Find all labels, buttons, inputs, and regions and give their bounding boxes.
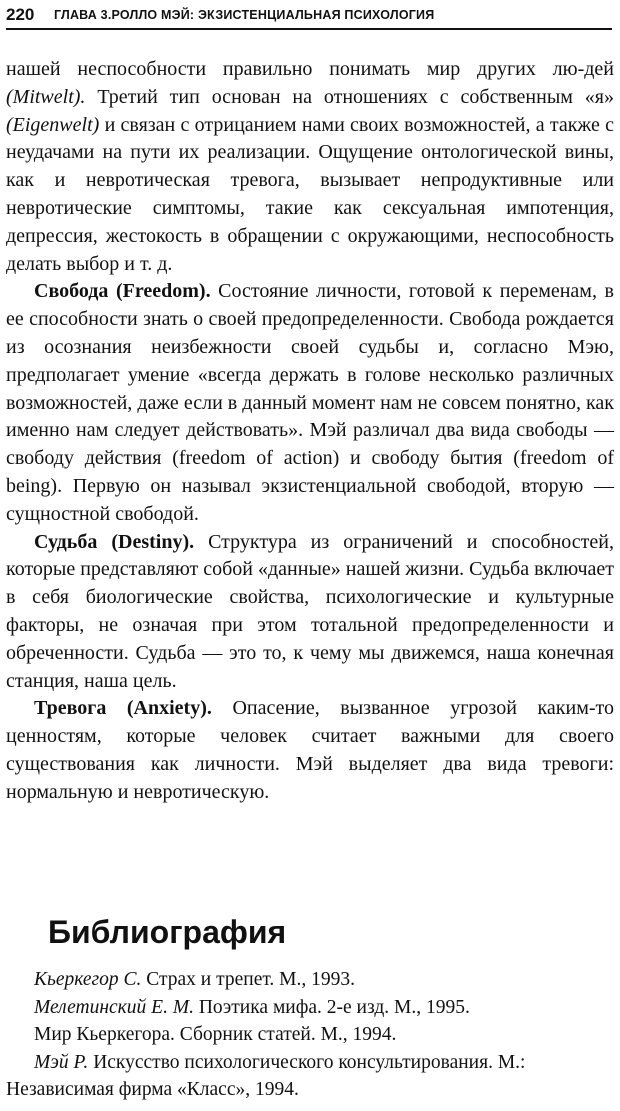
term-destiny: Судьба (Destiny). — [34, 530, 195, 553]
bib-title: Мир Кьеркегора. Сборник статей. М., 1994. — [34, 1024, 397, 1045]
page-number: 220 — [6, 5, 35, 24]
paragraph-anxiety — [6, 695, 614, 806]
text-segment: нашей неспособности правильно понимать мир других лю-дей — [6, 58, 614, 80]
definition-destiny: Структура из ограничений и способностей, которые представляют собой «данные» нашей жизни. Судьба включает в себя биологические свойства, психологические и культурные факторы, не означая при этом тотальной предопределенности и обреченности. Судьба — это то, к чему мы движемся, наша конечная станция, наша цель. — [6, 530, 614, 692]
bib-title: Искусство психологического консультирования. М.: Независимая фирма «Класс», 1994. — [6, 1051, 526, 1100]
text-segment: Третий тип основан на отношениях с собственным «я» — [85, 85, 614, 108]
bib-title: Поэтика мифа. 2-е изд. М., 1995. — [193, 996, 470, 1018]
paragraph-freedom — [6, 278, 614, 528]
bib-title: Страх и трепет. М., 1993. — [141, 969, 356, 990]
definition-anxiety: Опасение, вызванное угрозой каким-то ценностям, которые человек считает важными для своего существования как личности. Мэй выделяет два вида тревоги: нормальную и невротическую. — [6, 697, 614, 803]
bib-author: Мэй Р. — [34, 1051, 89, 1073]
bibliography-heading: Библиография — [48, 914, 287, 950]
paragraph-destiny — [6, 529, 614, 696]
body-text — [6, 56, 614, 807]
bibliography-entry — [6, 1049, 614, 1104]
bibliography-entry — [6, 966, 614, 994]
running-header — [6, 4, 612, 30]
bibliography-entry — [6, 1021, 614, 1049]
running-title: ГЛАВА 3.РОЛЛО МЭЙ: ЭКЗИСТЕНЦИАЛЬНАЯ ПСИХОЛОГИЯ — [54, 8, 435, 22]
italic-term-mitwelt: (Mitwelt). — [6, 85, 86, 108]
term-anxiety: Тревога (Anxiety). — [34, 697, 212, 720]
paragraph-guilt-continued — [6, 56, 614, 278]
bibliography-entry — [6, 994, 614, 1022]
term-freedom: Свобода (Freedom). — [34, 280, 211, 303]
definition-freedom: Состояние личности, готовой к переменам, в ее способности знать о своей предопределенности. Свобода рождается из осознания неизбежности своей судьбы и, согласно Мэю, предполагает умение «всегда держать в голове несколько различных возможностей, даже если в данный момент нам не совсем понятно, как именно нам следует действовать». Мэй различал два вида свободы — свободу действия (freedom of action) и свободу бытия (freedom of being). Первую он называл экзистенциальной свободой, вторую — сущностной свободой. — [6, 280, 614, 525]
bib-author: Кьеркегор С. — [34, 969, 142, 990]
text-segment: и связан с отрицанием нами своих возможностей, а также с неудачами на пути их реализации. Ощущение онтологической вины, как и невротическая тревога, вызывает непродуктивные или невротические симптомы, такие как сексуальная импотенция, депрессия, жестокость в обращении с окружающими, неспособность делать выбор и т. д. — [6, 113, 614, 275]
bib-author: Мелетинский Е. М. — [34, 996, 194, 1018]
italic-term-eigenwelt: (Eigenwelt) — [6, 113, 100, 136]
bibliography-list — [6, 966, 614, 1104]
